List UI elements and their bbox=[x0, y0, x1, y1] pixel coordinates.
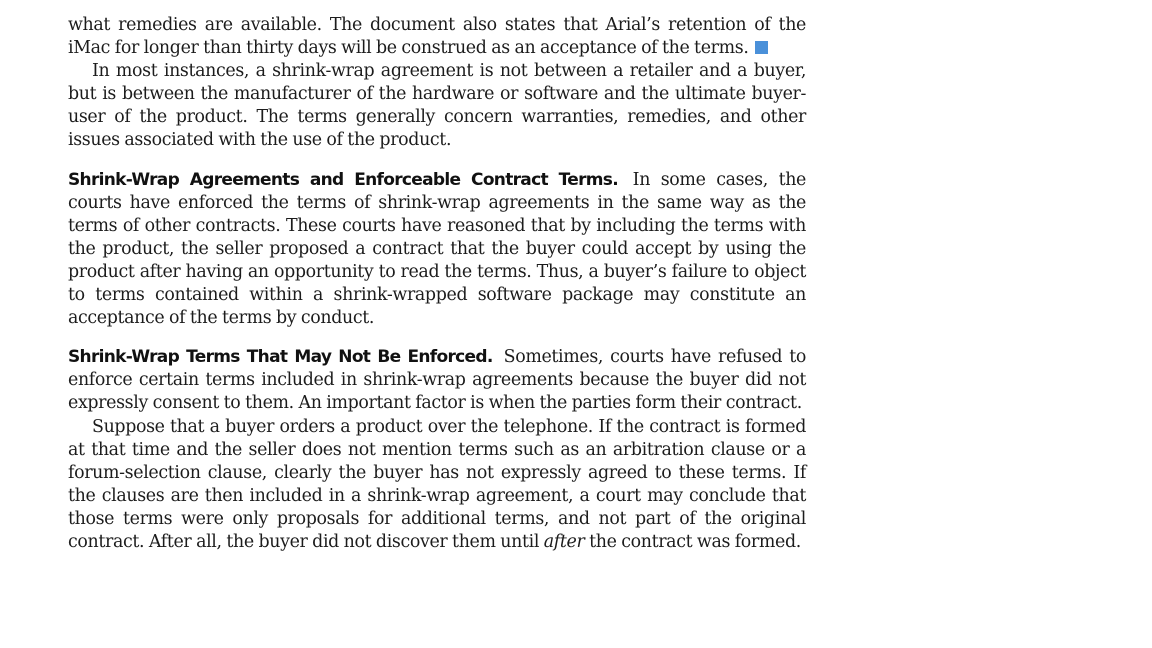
paragraph-telephone-order-example bbox=[68, 416, 806, 555]
paragraph-text-end: the contract was formed. bbox=[589, 531, 801, 552]
paragraph-text: In some cases, the courts have enforced the terms of shrink-wrap agreements in the same way as the terms of other contracts. These courts have reasoned that by including the terms with the product, the seller proposed a contract that the buyer could accept by using the product after having an opportunity to read the terms. Thus, a buyer’s failure to object to terms contained within a shrink-wrapped software package may constitute an acceptance of the terms by conduct. bbox=[68, 169, 806, 329]
paragraph-text: Suppose that a buyer orders a product over the telephone. If the contract is formed at that time and the seller does not mention terms such as an arbitration clause or a forum-selection clause, clearly the buyer has not expressly agreed to these terms. If the clauses are then included in a shrink-wrap agreement, a court may conclude that those terms were only proposals for additional terms, and not part of the original contract. After all, the buyer did not discover them until bbox=[68, 416, 806, 552]
end-of-case-marker-icon bbox=[755, 41, 768, 54]
paragraph-text: what remedies are available. The document also states that Arial’s retention of the iMac for longer than thirty days will be construed as an acceptance of the terms. bbox=[68, 15, 806, 59]
emphasis-after: after bbox=[543, 531, 585, 552]
document-text-column bbox=[68, 14, 806, 554]
paragraph-remedies-acceptance bbox=[68, 14, 806, 60]
section-enforceable-terms bbox=[68, 169, 806, 331]
paragraph-text: Sometimes, courts have refused to enforce certain terms included in shrink-wrap agreements because the buyer did not expressly consent to them. An important factor is when the parties form their contract. bbox=[68, 347, 806, 414]
section-heading-terms-not-enforced: Shrink-Wrap Terms That May Not Be Enforced. bbox=[68, 347, 493, 368]
section-terms-not-enforced bbox=[68, 346, 806, 415]
paragraph-text: In most instances, a shrink-wrap agreement is not between a retailer and a buyer, but is between the manufacturer of the hardware or software and the ultimate buyer-user of the product. The terms generally concern warranties, remedies, and other issues associated with the use of the product. bbox=[68, 61, 806, 151]
paragraph-manufacturer-terms bbox=[68, 60, 806, 152]
section-heading-enforceable-terms: Shrink-Wrap Agreements and Enforceable Contract Terms. bbox=[68, 169, 618, 190]
